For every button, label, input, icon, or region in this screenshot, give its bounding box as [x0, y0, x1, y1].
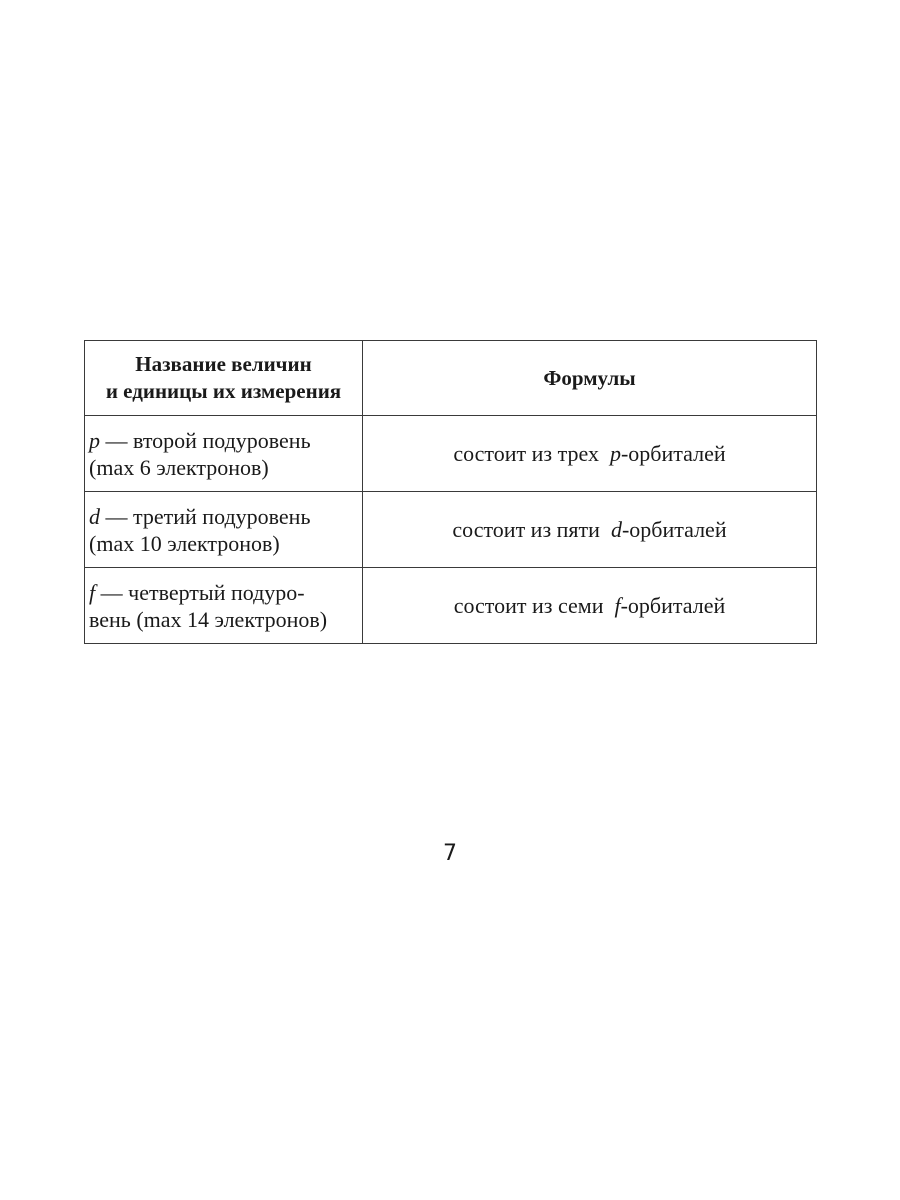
table-row	[85, 416, 817, 492]
table-row	[85, 568, 817, 644]
row-f-name-line1: — четвертый подуро-	[95, 579, 305, 605]
symbol-f: f	[89, 579, 96, 605]
header-quantity-name-line2: и единицы их измерения	[105, 379, 342, 403]
formula-symbol-p: p	[609, 441, 621, 466]
row-p-name	[85, 416, 363, 492]
formula-symbol-f: f	[614, 593, 621, 618]
header-formulas: Формулы	[363, 341, 817, 416]
row-p-name-line1: — второй подуровень	[100, 427, 311, 453]
row-f-name	[85, 568, 363, 644]
header-quantity-name	[85, 341, 363, 416]
table-row	[85, 492, 817, 568]
row-d-name-line2: (max 10 электронов)	[89, 530, 280, 556]
sublevels-table	[84, 340, 817, 644]
table-header-row	[85, 341, 817, 416]
row-f-name-line2: вень (max 14 электронов)	[89, 606, 328, 632]
symbol-d: d	[89, 503, 100, 529]
row-p-formula: состоит из трех p-орбиталей	[363, 416, 817, 492]
header-quantity-name-line1: Название величин	[135, 352, 312, 376]
row-d-name	[85, 492, 363, 568]
row-d-formula: состоит из пяти d-орбиталей	[363, 492, 817, 568]
formula-symbol-d: d	[610, 517, 622, 542]
row-f-formula: состоит из семи f-орбиталей	[363, 568, 817, 644]
row-p-name-line2: (max 6 электронов)	[89, 454, 269, 480]
page-number: 7	[443, 841, 457, 866]
row-d-name-line1: — третий подуровень	[100, 503, 311, 529]
symbol-p: p	[89, 427, 100, 453]
